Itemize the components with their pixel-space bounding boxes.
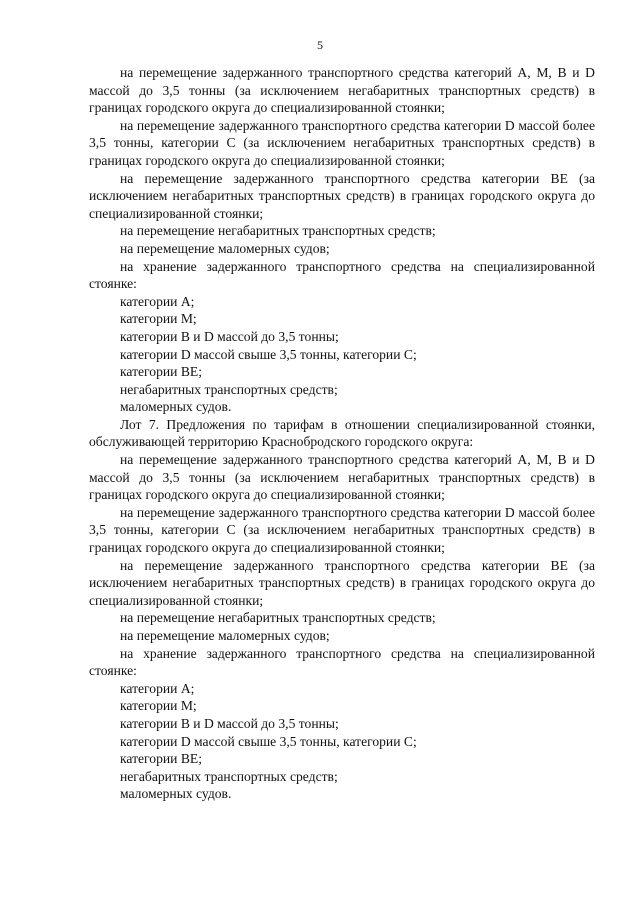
paragraph: на перемещение задержанного транспортного средства категории BE (за исключением негабаритных транспортных средств) в границах городского округа до специализированной стоянки;: [89, 170, 595, 221]
paragraph: категории A;: [120, 293, 195, 309]
document-body: [89, 64, 595, 803]
paragraph: на перемещение задержанного транспортного средства категории BE (за исключением негабаритных транспортных средств) в границах городского округа до специализированной стоянки;: [89, 557, 595, 608]
page-number: 5: [317, 38, 323, 52]
paragraph: категории BE;: [120, 364, 202, 380]
paragraph: на хранение задержанного транспортного средства на специализированной стоянке:: [89, 258, 595, 292]
paragraph: категории B и D массой до 3,5 тонны;: [120, 328, 339, 344]
paragraph: на перемещение задержанного транспортного средства категории D массой более 3,5 тонны, категории C (за исключением негабаритных транспортных средств) в границах городского округа до специализированной стоянки;: [89, 504, 595, 556]
paragraph: категории BE;: [120, 751, 202, 767]
paragraph: на перемещение задержанного транспортного средства категории D массой более 3,5 тонны, категории C (за исключением негабаритных транспортных средств) в границах городского округа до специализированной стоянки;: [89, 117, 595, 168]
paragraph: на перемещение маломерных судов;: [120, 628, 330, 643]
paragraph: на перемещение негабаритных транспортных средств;: [120, 610, 436, 626]
paragraph: категории D массой свыше 3,5 тонны, категории C;: [120, 346, 417, 362]
paragraph: маломерных судов.: [120, 399, 232, 415]
paragraph: на хранение задержанного транспортного средства на специализированной стоянке:: [89, 645, 595, 679]
paragraph: на перемещение негабаритных транспортных средств;: [120, 223, 436, 239]
paragraph: на перемещение задержанного транспортного средства категорий A, M, B и D массой до 3,5 тонны (за исключением негабаритных транспортных средств) в границах городского округа до специализированной стоянки;: [89, 65, 595, 116]
paragraph: категории D массой свыше 3,5 тонны, категории C;: [120, 733, 417, 749]
lot-heading-paragraph: Лот 7. Предложения по тарифам в отношении специализированной стоянки, обслуживающей территорию Краснобродского городского округа:: [89, 416, 595, 450]
paragraph: категории A;: [120, 680, 195, 696]
paragraph: на перемещение задержанного транспортного средства категорий A, M, B и D массой до 3,5 тонны (за исключением негабаритных транспортных средств) в границах городского округа до специализированной стоянки;: [89, 452, 595, 503]
paragraph: на перемещение маломерных судов;: [120, 240, 330, 256]
paragraph: категории M;: [120, 698, 197, 714]
paragraph: категории B и D массой до 3,5 тонны;: [120, 715, 339, 731]
paragraph: негабаритных транспортных средств;: [120, 381, 338, 397]
paragraph: категории M;: [120, 311, 197, 327]
paragraph: негабаритных транспортных средств;: [120, 768, 338, 784]
paragraph: маломерных судов.: [120, 786, 232, 802]
